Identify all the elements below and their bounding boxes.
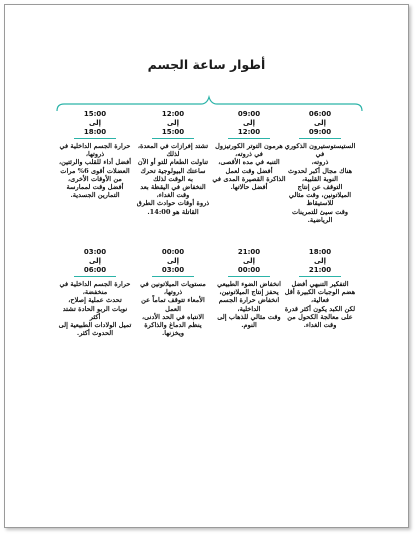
period-description: التفكير التنبهي أفضل هضم الوجبات الكبيرة أقل فعالية، لكن الكبد يكون أكثر قدرة على معالجة الكحول من وقت الغداء. xyxy=(284,280,356,330)
document-page xyxy=(4,4,409,528)
period-block xyxy=(211,248,287,329)
period-description: حرارة الجسم الداخلية في ذروتها، أفضل أداء للقلب والرئتين، العضلات أقوى 6% مرات من الأوقات الأخرى، أفضل وقت لممارسة التمارين الجسدية. xyxy=(58,142,132,200)
period-end: 06:00 xyxy=(83,266,107,274)
period-block xyxy=(57,248,133,337)
period-description: هرمون التوتر الكورتيزول في ذروته، التنبه في مده الأقصى، أفضل وقت لعمل الذاكرة القصيرة المدى في أفضل حالاتها. xyxy=(212,142,286,192)
period-separator xyxy=(228,138,270,139)
period-to: إلى xyxy=(166,257,180,265)
period-separator xyxy=(152,138,194,139)
period-start: 18:00 xyxy=(308,248,332,256)
period-block xyxy=(57,110,133,199)
period-description: تشتد إفرازات في المعدة، لذلك تناولت الطعام للتو أو الآن ساعتك البيولوجية تحرك به الوقت لذلك النخفاض في اليقظة بعد وقت الغداء، ذروة أوقات حوادث الطرق القاتلة هو 14:00. xyxy=(136,142,210,216)
period-block xyxy=(282,110,358,224)
period-end: 21:00 xyxy=(308,266,332,274)
period-separator xyxy=(74,276,116,277)
period-to: إلى xyxy=(313,257,327,265)
period-to: إلى xyxy=(88,257,102,265)
period-to: إلى xyxy=(88,119,102,127)
period-end: 00:00 xyxy=(237,266,261,274)
period-start: 12:00 xyxy=(161,110,185,118)
period-description: الستيستوستيرون الذكوري في ذروته، هناك مجال أكبر لحدوث النوبة القلبية، التوقف عن إنتاج الميلاتونين، وقت مثالي للاستيقاظ وقت سيئ للتمرينات الرياضية. xyxy=(284,142,356,224)
period-to: إلى xyxy=(242,257,256,265)
period-separator xyxy=(299,138,341,139)
period-start: 09:00 xyxy=(237,110,261,118)
period-to: إلى xyxy=(166,119,180,127)
period-end: 15:00 xyxy=(161,128,185,136)
period-separator xyxy=(299,276,341,277)
period-separator xyxy=(152,276,194,277)
period-description: انخفاض الضوء الطبيعي يحفز إنتاج الميلاتونين، انخفاض حرارة الجسم الداخلية، وقت مثالي للذهاب إلى النوم. xyxy=(217,280,281,330)
period-start: 00:00 xyxy=(161,248,185,256)
period-block xyxy=(211,110,287,191)
period-start: 21:00 xyxy=(237,248,261,256)
period-description: حرارة الجسم الداخلية في منخفضة، تحدث عملية إصلاح، نوبات الربو الحادة تشتد أكثر تميل الولادات الطبيعية إلى الحدوث أكثر. xyxy=(58,280,132,338)
period-start: 03:00 xyxy=(83,248,107,256)
brace-divider xyxy=(5,5,410,125)
period-separator xyxy=(74,138,116,139)
period-separator xyxy=(228,276,270,277)
period-end: 12:00 xyxy=(237,128,261,136)
period-to: إلى xyxy=(313,119,327,127)
period-start: 06:00 xyxy=(308,110,332,118)
period-end: 09:00 xyxy=(308,128,332,136)
period-block xyxy=(135,110,211,216)
period-end: 03:00 xyxy=(161,266,185,274)
period-block xyxy=(282,248,358,329)
period-to: إلى xyxy=(242,119,256,127)
period-end: 18:00 xyxy=(83,128,107,136)
period-description: مستويات الميلاتونين في ذروتها، الأمعاء تتوقف تماماً عن العمل الانتباه في الحد الأدنى، ينظم الدماغ والذاكرة ويخزنها. xyxy=(140,280,206,338)
period-block xyxy=(135,248,211,337)
period-start: 15:00 xyxy=(83,110,107,118)
page-title: أطوار ساعة الجسم xyxy=(147,57,266,72)
